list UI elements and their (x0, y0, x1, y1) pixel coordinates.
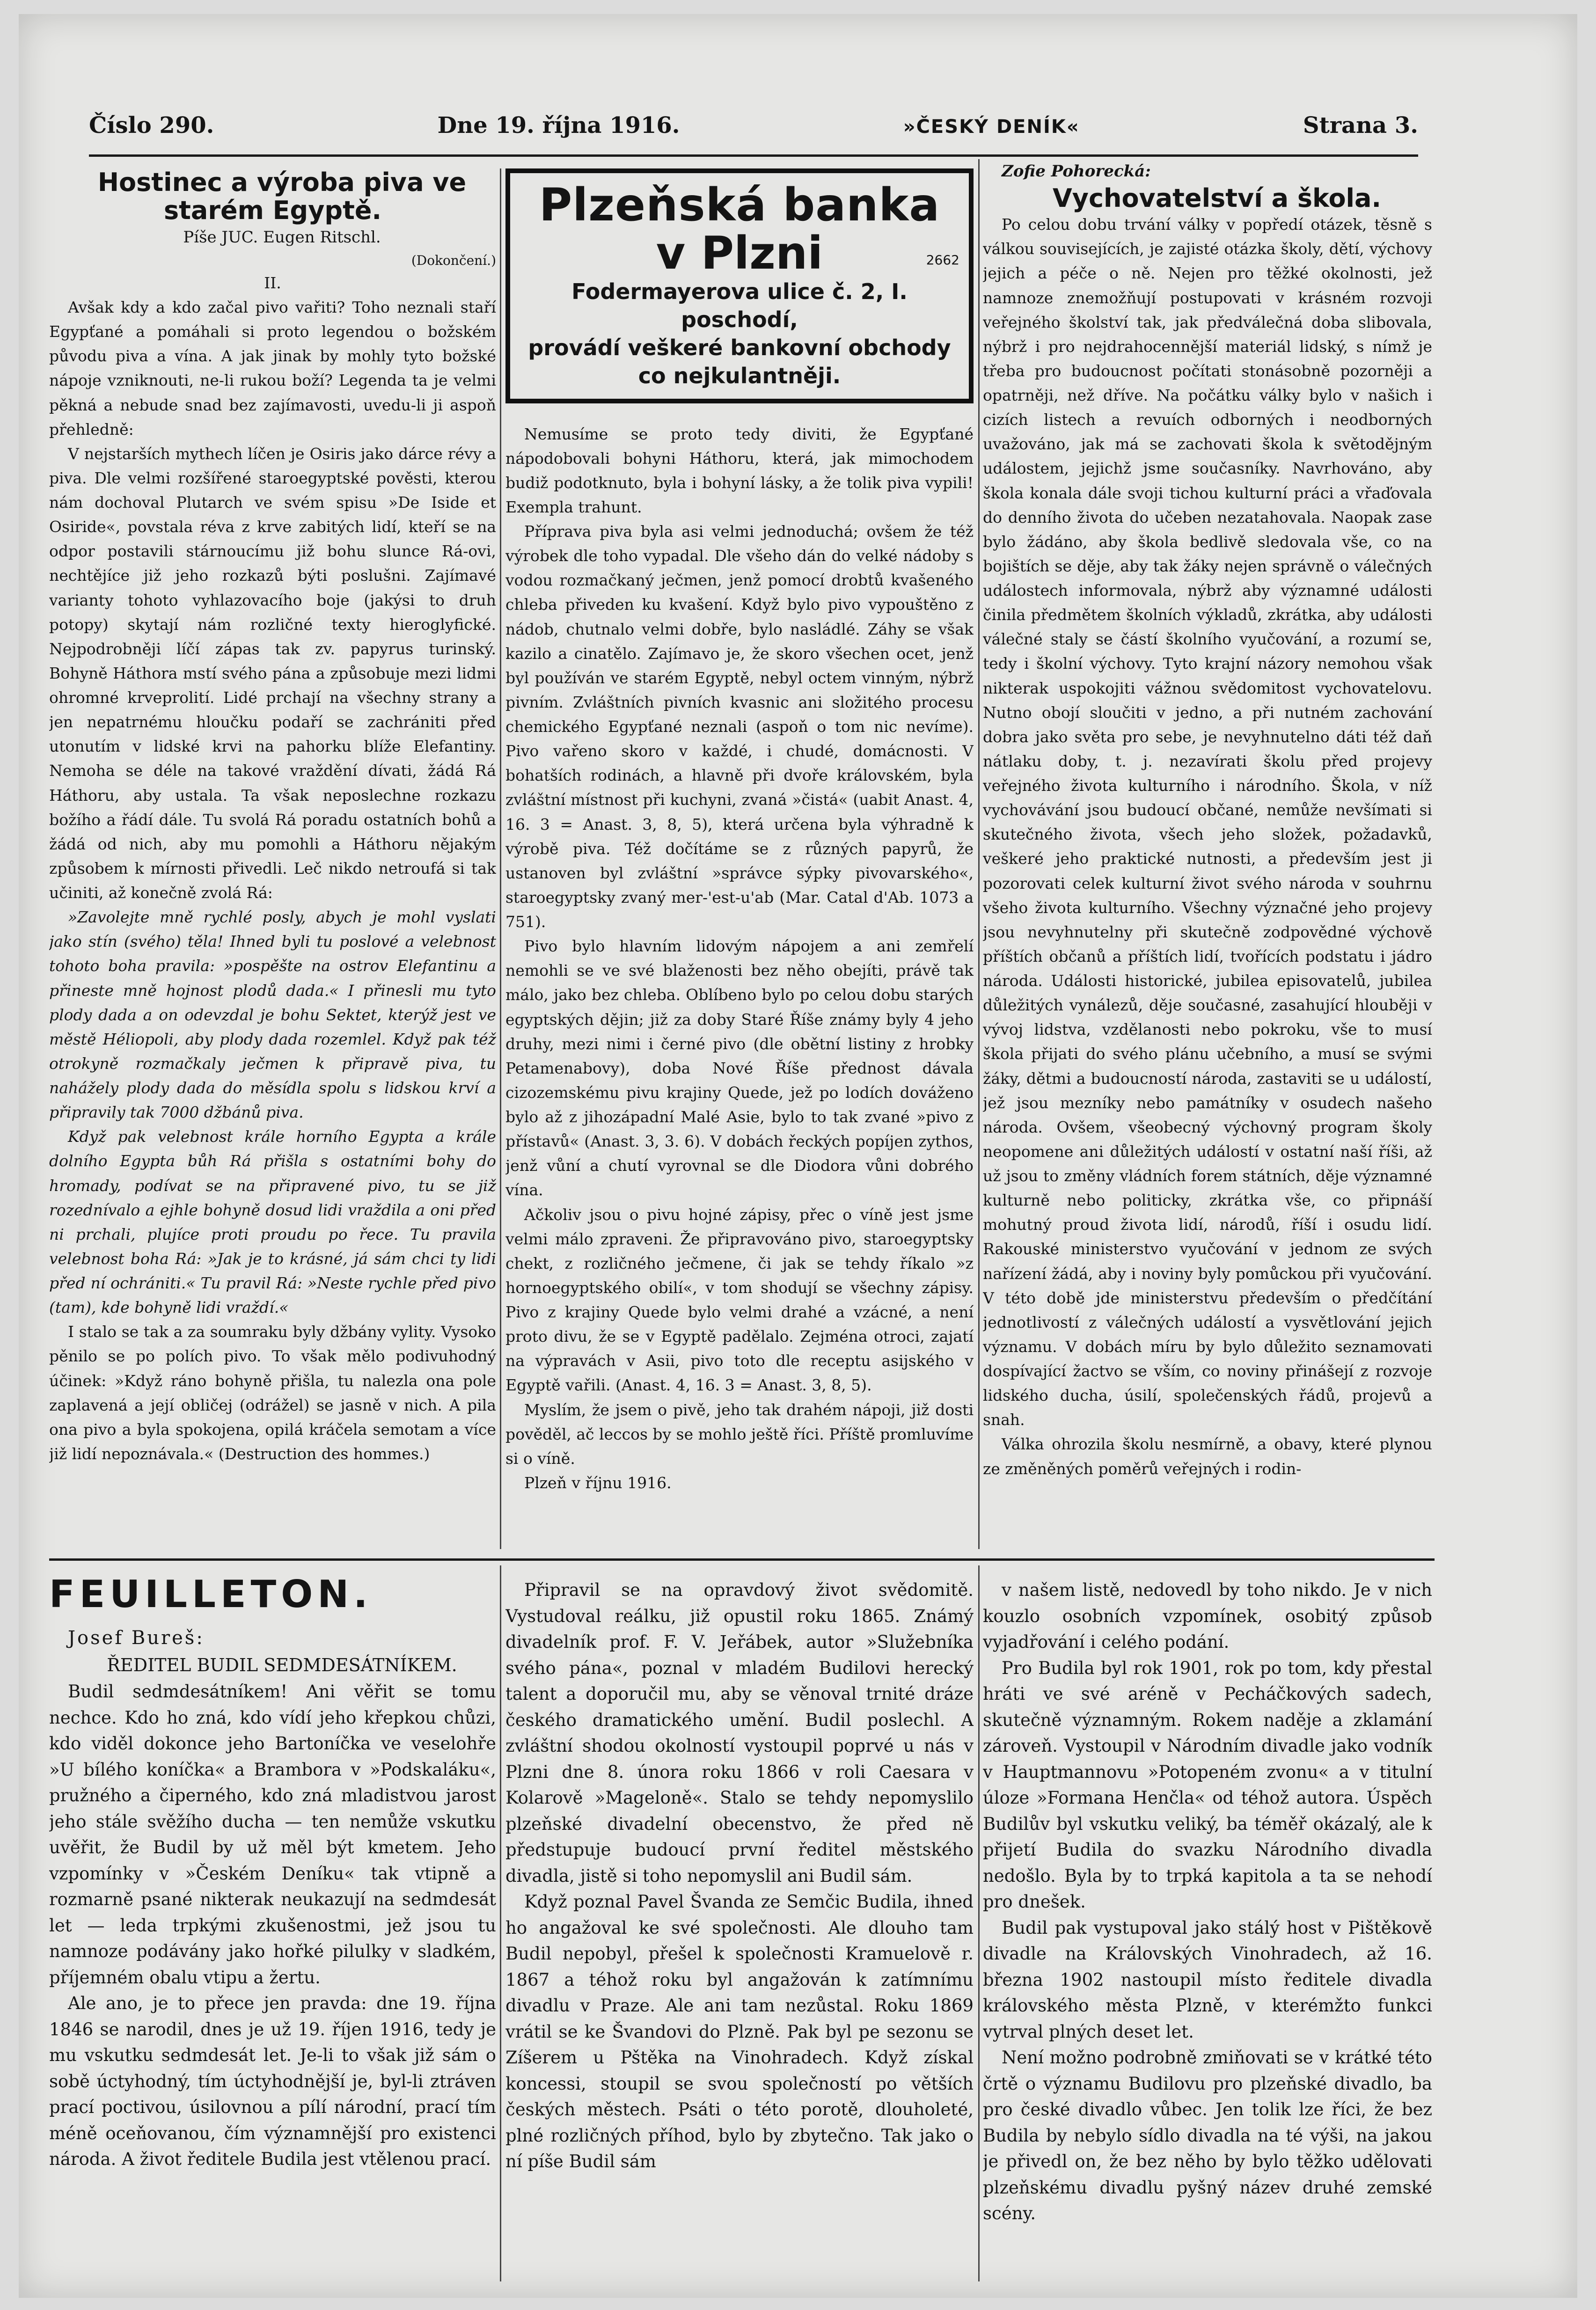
column-divider (978, 159, 980, 1549)
ad-services: provádí veškeré bankovní obchody co nejkulantněji. (528, 335, 951, 388)
feuilleton-column-2 (505, 1577, 974, 2279)
article-title: Hostinec a výroba piva ve starém Egyptě. (97, 168, 467, 226)
column-divider (500, 1565, 501, 2281)
feuilleton-author: Josef Bureš: (68, 1627, 205, 1649)
article-beer-column-1 (49, 168, 496, 1544)
paragraph: Budil sedmdesátníkem! Ani věřit se tomu nechce. Kdo ho zná, kdo vídí jeho křepkou chůzi, kdo viděl dokonce jeho Bartoníčka ve veselohře »U bílého koníčka« a Brambora v »Podskaláku«, pružného a čiperného, kdo zná mladistvou jarost jeho stále svěžího ducha — ten nemůže vskutku uvěřit, že Budil by už měl být kmetem. Jeho vzpomínky v »Českém Deníku« tak vtipně a rozmarně psané nikterak neukazují na sedmdesát let — leda trpkými zkušenostmi, jež jsou tu namnoze podávány jako hořké pilulky v sladkém, příjemném obalu vtipu a žertu. (49, 1681, 496, 1988)
feuilleton-heading: FEUILLETON. (49, 1572, 373, 1616)
newspaper-name: »ČESKÝ DENÍK« (903, 116, 1080, 138)
article-beer-column-2 (505, 168, 974, 1544)
issue-date: Dne 19. října 1916. (437, 112, 680, 139)
section-number: II. (264, 273, 281, 292)
column-divider (500, 168, 501, 1549)
bank-advertisement (505, 168, 974, 403)
paragraph: Po celou dobu trvání války v popředí otázek, těsně s válkou souvisejících, je zajisté otázka školy, dětí, výchovy jejich a péče o ně. Nejen pro těžké okolnosti, jež namnoze znemožňují postupovati v krásném rozvoji veřejného školství tak, jak předválečná doba slibovala, nýbrž i pro nejdrahocennější materiál lidský, s nímž je třeba pro budoucnost počítati stonásobně pozorněji a opatrněji, než dříve. Na počátku války bylo v našich i cizích listech a revuích odborných i neodborných uvažováno, jak má se zachovati škola k světodějným událostem, jejichž jsme současníky. Navrhováno, aby škola konala dále svoji tichou kulturní práci a vřaďovala do denního života do učeben nezatahovala. Naopak zase bylo žádáno, aby škola bedlivě sledovala vše, co na bojištích se děje, aby tak žáky nejen správně o válečných událostech informovala, nýbrž aby významné události činila předmětem školních výkladů, zkrátka, aby události válečné staly se částí školního vyučování, a rozumí se, tedy i školní výchovy. Tyto krajní názory nemohou však nikterak uspokojiti vážnou svědomitost vychovatelovu. Nutno obojí sloučiti v jedno, a při nutném zachování dobra jako světa pro sebe, je nevyhnutelno dáti též daň nátlaku doby, t. j. nezavírati školu před projevy veřejného života kulturního i národního. Škola, v níž vychovávání jsou budoucí občané, nemůže nevšímati si skutečného života, všech jeho složek, požadavků, veškeré jeho praktické nutnosti, a především jest ji pozorovati celek kulturní život svého národa v souhrnu všeho života kulturního. Všechny význačné jeho projevy jsou nevyhnutelny při skutečně zodpovědné výchově příštích občanů a příštích lidí, tvořících podstatu i jádro národa. Události historické, jubilea episovatelů, jubilea důležitých vynálezů, děje současné, zasahující hlouběji v vývoj lidstva, vzdělanosti nebo pokroku, vše to musí škola přijati do svého plánu učebního, a musí se svými žáky, dětmi a budoucností národa, zastaviti se u událostí, jež jsou mezníky nebo památníky v osudech našeho národa. Ovšem, všeobecný výchovný program školy neopomene ani důležitých událostí v ostatní naší říši, až už jsou to změny vládních forem státních, děje významné kulturně nebo politicky, zkrátka vše, co připnáší mohutný proud života lidí, národů, říší i osudu lidí. Rakouské ministerstvo vyučování v jednom ze svých nařízení žádá, aby i noviny byly pomůckou při vyučování. V této době jde ministerstvu především o předčítání jednotlivostí z válečných událostí a vysvětlování jejich významu. V dobách míru by bylo důležito seznamovati dospívající žactvo se vším, co noviny přinášejí z rozvoje lidského ducha, úsilí, společenských řádů, projevů a snah. (983, 215, 1432, 1429)
ad-address: Fodermayerova ulice č. 2, I. poschodí, (571, 279, 908, 333)
quote-paragraph: Když pak velebnost krále horního Egypta a krále dolního Egypta bůh Rá přišla s ostatními bohy do hromady, podívat se na připravené pivo, tu se již rozednívalo a ejhle bohyně dosud lidi vraždila a oni před ni prchali, plujíce proti proudu po řece. Tu pravila velebnost boha Rá: »Jak je to krásné, já sám chci ty lidi před ní ochrániti.« Tu pravil Rá: »Neste rychle před pivo (tam), kde bohyně lidi vraždí.« (49, 1127, 496, 1317)
issue-number: Číslo 290. (89, 112, 214, 139)
paragraph: Avšak kdy a kdo začal pivo vařiti? Toho neznali staří Egypťané a pomáhali si proto legendou o božském původu piva a vína. A jak jinak by mohly tyto božské nápoje vzniknouti, ne-li rukou boží? Legenda ta je velmi pěkná a nebude snad bez zajímavosti, uvedu-li ji aspoň přehledně: (49, 298, 496, 439)
feuilleton-column-1 (49, 1624, 496, 2279)
paragraph: Válka ohrozila školu nesmírně, a obavy, které plynou ze změněných poměrů veřejných i rodin- (983, 1435, 1432, 1478)
paragraph: Připravil se na opravdový život svědomitě. Vystudoval reálku, již opustil roku 1865. Známý divadelník prof. F. V. Jeřábek, autor »Služebníka svého pána«, poznal v mladém Budilovi herecký talent a doporučil mu, aby se věnoval trnité dráze českého dramatického umění. Budil poslechl. A zvláštní shodou okolností vystoupil poprvé u nás v Plzni dne 8. února roku 1866 v roli Caesara v Kolarově »Mageloně«. Stalo se tehdy nepomyslilo plzeňské divadelní obecenstvo, že před ně předstupuje budoucí první ředitel městského divadla, jistě si toho nepomyslil ani Budil sám. (505, 1580, 974, 1886)
paragraph: Příprava piva byla asi velmi jednoduchá; ovšem že též výrobek dle toho vypadal. Dle všeho dán do velké nádoby s vodou rozmačkaný ječmen, jenž pomocí drobtů kvašeného chleba přiveden ku kvašení. Když bylo pivo vypouštěno z nádob, chutnalo velmi dobře, bylo nasládlé. Záhy se však kazilo a cinatělo. Zajímavo je, že skoro všechen ocet, jenž byl používán ve starém Egyptě, nebyl octem vinným, nýbrž pivním. Zvláštních pivních kvasnic ani složitého procesu chemického Egypťané neznali (aspoň o tom nic nevíme). Pivo vařeno skoro v každé, i chudé, domácnosti. V bohatších rodinách, a hlavně při dvoře královském, byla zvláštní místnost při kuchyni, zvaná »čistá« (uabit Anast. 4, 16. 3 = Anast. 3, 8, 5), která určena byla výhradně k výrobě piva. Též dočítáme se z různých papyrů, že ustanoven byl zvláštní »správce sýpky pivovarského«, staroegyptsky zvaný mer-'est-u'ab (Mar. Catal d'Ab. 1073 a 751). (505, 522, 974, 931)
paragraph: Ačkoliv jsou o pivu hojné zápisy, přec o víně jest jsme velmi málo zpraveni. Že připravováno pivo, staroegyptsky chekt, z rozličného ječmene, či jak se tehdy říkalo »z hornoegyptského obilí«, v tom shodují se všechny zápisy. Pivo z krajiny Quede bylo velmi drahé a vzácné, a není proto divu, že se v Egyptě padělalo. Zejména otroci, zajatí na výpravách v Asii, pivo toto dle receptu asijského v Egyptě vařili. (Anast. 4, 16. 3 = Anast. 3, 8, 5). (505, 1205, 974, 1395)
paragraph: I stalo se tak a za soumraku byly džbány vylity. Vysoko pěnilo se po polích pivo. To však mělo podivuhodný účinek: »Když ráno bohyně přišla, tu nalezla ona pole zaplavená a její obličej (odrážel) se jasně v nich. A pila ona pivo a byla spokojena, opilá kráčela semotam a více již lidí nepoznávala.« (Destruction des hommes.) (49, 1323, 496, 1463)
feuilleton-rule (49, 1558, 1435, 1561)
column-divider (978, 1565, 980, 2281)
article-author: Zofie Pohorecká: (1002, 162, 1151, 181)
paragraph: v našem listě, nedovedl by toho nikdo. Je v nich kouzlo osobních vzpomínek, osobitý způsob vyjadřování i celého podání. (983, 1580, 1432, 1652)
paragraph: Ale ano, je to přece jen pravda: dne 19. října 1846 se narodil, dnes je už 19. říjen 1916, tedy je mu vskutku sedmdesát let. Je-li to však již sám o sobě úctyhodný, tím úctyhodnější je, byl-li ztráven prací poctivou, úsilovnou a pílí národní, prací tím méně oceňovanou, čím významnější pro existenci národa. A život ředitele Budila jest vtělenou prací. (49, 1993, 496, 2169)
article-title: Vychovatelství a škola. (1053, 183, 1381, 213)
ad-town: v Plzni (656, 227, 823, 279)
masthead (89, 112, 1418, 157)
continuation-note: (Dokončení.) (411, 252, 496, 268)
page-number: Strana 3. (1303, 112, 1418, 139)
paragraph: Není možno podrobně zmiňovati se v krátké této črtě o významu Budilovu pro plzeňské divadlo, ba pro české divadlo vůbec. Jen tolik lze říci, že bez Budila by nebylo sídlo divadla na té výši, na jakou je přivedl on, že bez něho by bylo těžko udělovati plzeňskému divadlu pyšný název druhé zemské scény. (983, 2047, 1432, 2223)
ad-bank-name: Plzeňská banka (539, 179, 940, 231)
ad-number: 2662 (926, 252, 959, 268)
feuilleton-column-3 (983, 1577, 1432, 2279)
paragraph: V nejstarších mythech líčen je Osiris jako dárce révy a piva. Dle velmi rozšířené staroegyptské pověsti, kterou nám dochoval Plutarch ve svém spisu »De Iside et Osiride«, povstala réva z krve zabitých lidí, kteří se na odpor postavili stárnoucímu již bohu slunce Rá-ovi, nechtějíce již jeho rozkazů býti poslušni. Zajímavé varianty tohoto vyhlazovacího boje (jakýsi to druh potopy) skytají nám rozličné texty hieroglyfické. Nejpodrobněji líčí zápas tak zv. papyrus turinský. Bohyně Háthora mstí svého pána a způsobuje mezi lidmi ohromné krveprolití. Lidé prchají na všechny strany a jen nepatrnému hloučku podaří se zachrániti před utonutím v lidské krvi na pahorku blíže Elefantiny. Nemoha se déle na takové vraždění dívati, žádá Rá Háthoru, aby ustala. Ta však neposlechne rozkazu božího a řádí dále. Tu svolá Rá poradu ostatních bohů a žádá od nich, aby mu pomohli a Háthoru nějakým způsobem k mírnosti přivedli. Leč nikdo netroufá si tak učiniti, až konečně zvolá Rá: (49, 444, 496, 902)
paragraph: Nemusíme se proto tedy diviti, že Egypťané nápodobovali bohyni Háthoru, která, jak mimochodem budiž podotknuto, byla i bohyní lásky, a že tolik piva vypili! Exempla trahunt. (505, 424, 974, 516)
quote-paragraph: »Zavolejte mně rychlé posly, abych je mohl vyslati jako stín (svého) těla! Ihned byli tu poslové a velebnost tohoto boha pravila: »pospěšte na ostrov Elefantinu a přineste mně hojnost plodů dada.« I přinesli mu tyto plody dada a on odevzdal je bohu Sektet, kterýž jest ve městě Héliopoli, aby plody dada rozemlel. Když pak též otrokyně rozmačkaly ječmen k připravě piva, tu nahážely plody dada do měsídla spolu s lidskou krví a připravily tak 7000 džbánů piva. (49, 908, 496, 1122)
paragraph: Myslím, že jsem o pivě, jeho tak drahém nápoji, již dosti pověděl, ač leccos by se mohlo ještě říci. Příště promluvíme si o víně. (505, 1400, 974, 1468)
dateline: Plzeň v říjnu 1916. (524, 1473, 672, 1492)
feuilleton-title: ŘEDITEL BUDIL SEDMDESÁTNÍKEM. (107, 1655, 457, 1675)
paragraph: Pivo bylo hlavním lidovým nápojem a ani zemřelí nemohli se ve své blaženosti bez něho obejíti, právě tak málo, jako bez chleba. Oblíbeno bylo po celou dobu starých egyptských dějin; již za doby Staré Říše známy byly 4 jeho druhy, mezi nimi i černé pivo (dle obětní listiny z hrobky Petamenabovy), doba Nové Říše přednost dávala cizozemskému pivu krajiny Quede, jež po lodích dováženo bylo až z jihozápadní Malé Asie, bylo to tak zvané »pivo z přístavů« (Anast. 3, 3. 6). V dobách řeckých popíjen zythos, jenž vůní a chutí vyrovnal se dle Diodora vůni dobrého vína. (505, 937, 974, 1199)
paragraph: Pro Budila byl rok 1901, rok po tom, kdy přestal hráti ve své aréně v Pecháčkových sadech, skutečně významným. Rokem naděje a zklamání zároveň. Vystoupil v Národním divadle jako vodník v Hauptmannovu »Potopeném zvonu« a v titulní úloze »Formana Henčla« od téhož autora. Úspěch Budilův byl vskutku veliký, ba téměř okázalý, ale k přijetí Budila do svazku Národního divadla nedošlo. Byla by to trpká kapitola a ta se nehodí pro dnešek. (983, 1658, 1432, 1912)
paragraph: Budil pak vystupoval jako stálý host v Pištěkově divadle na Královských Vinohradech, až 16. března 1902 nastoupil místo ředitele divadla královského města Plzně, v kterémžto funkci vytrval plných deset let. (983, 1917, 1432, 2042)
paragraph: Když poznal Pavel Švanda ze Semčic Budila, ihned ho angažoval ke své společnosti. Ale dlouho tam Budil nepobyl, přešel k společnosti Kramuelově r. 1867 a téhož roku byl angažován k zatímnímu divadlu v Praze. Ale ani tam nezůstal. Roku 1869 vrátil se ke Švandovi do Plzně. Pak byl pe sezonu se Zíšerem u Pštěka na Vinohradech. Když získal koncessi, stoupil se svou společností po větších českých městech. Psáti o této porotě, dlouholeté, plné rozličných příhod, bylo by zbytečno. Tak jako o ní píše Budil sám (505, 1892, 974, 2171)
article-author: Píše JUC. Eugen Ritschl. (183, 227, 381, 247)
article-education-column (983, 159, 1432, 1544)
